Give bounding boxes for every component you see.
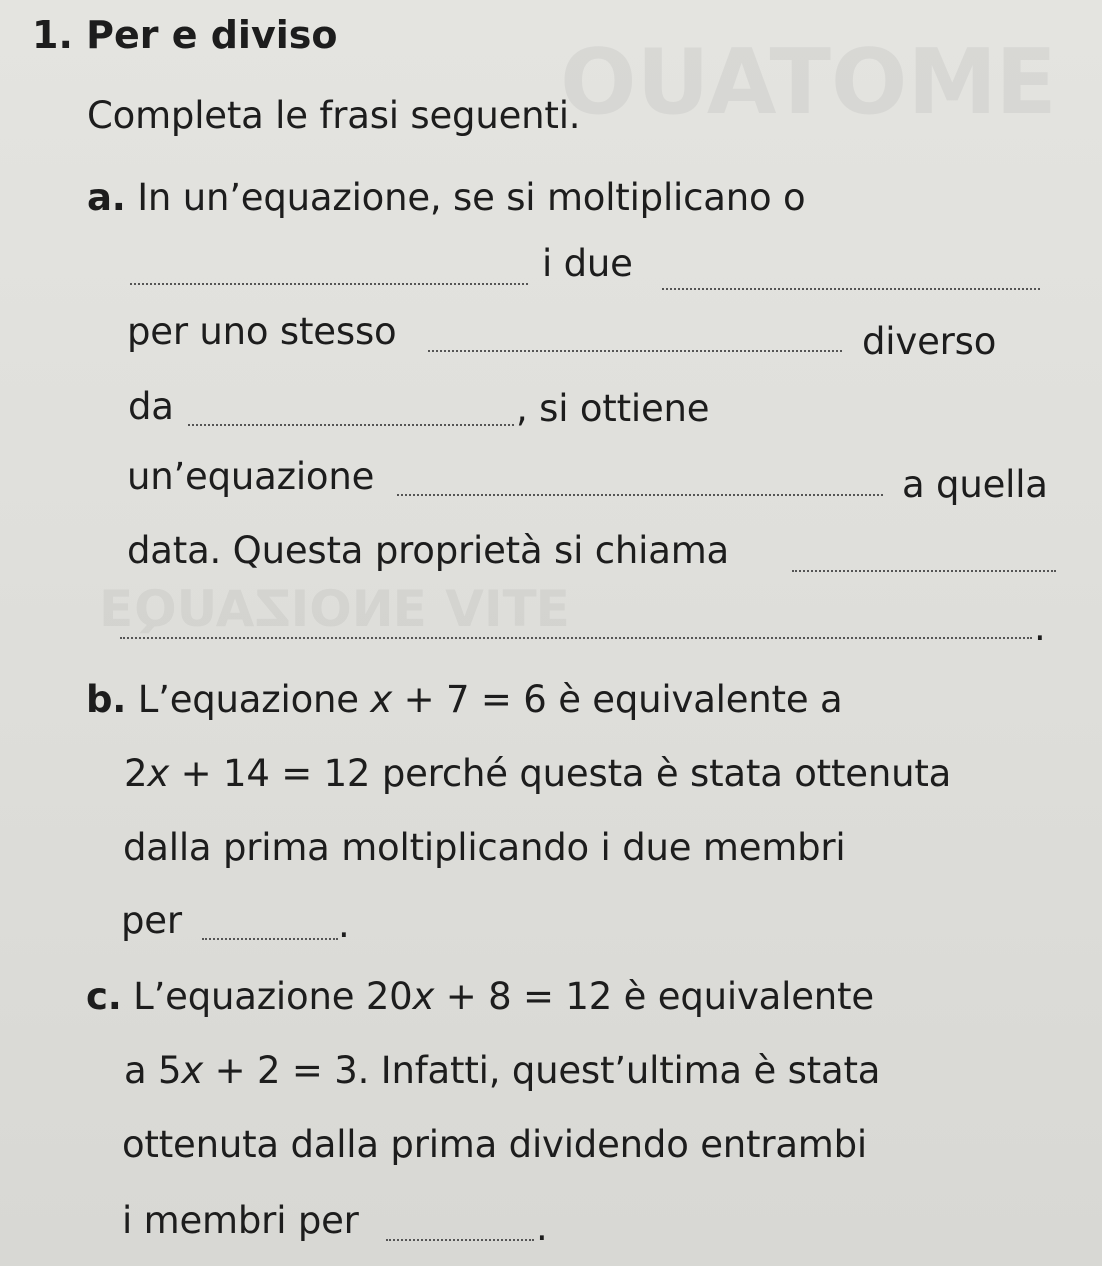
item-c-text-4b: .	[536, 1206, 548, 1249]
item-a-text-5b: a quella	[902, 463, 1048, 506]
blank-c-1[interactable]	[386, 1239, 534, 1241]
blank-a-4[interactable]	[188, 424, 514, 426]
exercise-title-text: Per e diviso	[86, 13, 338, 57]
item-b-text-3: dalla prima moltiplicando i due membri	[123, 826, 846, 869]
item-c-text-3: ottenuta dalla prima dividendo entrambi	[122, 1123, 868, 1166]
eq-rest: + 7 = 6	[403, 678, 547, 721]
exercise-title	[32, 12, 337, 58]
eq-coef: 20	[365, 975, 413, 1018]
eq-variable: x	[412, 975, 435, 1018]
blank-a-5[interactable]	[397, 494, 883, 496]
item-b-line-4b	[338, 903, 350, 947]
instruction-text: Completa le frasi seguenti.	[87, 94, 581, 137]
item-b-line-1	[86, 678, 842, 722]
item-c-label: c.	[86, 975, 122, 1018]
item-a-line-3	[127, 310, 396, 354]
item-c-line-4	[122, 1199, 359, 1243]
exercise-number: 1.	[32, 13, 73, 57]
item-b-equation-2	[124, 752, 370, 795]
item-c-text-4a: i membri per	[122, 1199, 359, 1242]
bleed-through-text: ƎMOTAUO	[560, 30, 1059, 135]
item-a-label: a.	[87, 176, 126, 219]
eq-variable: x	[370, 678, 393, 721]
item-a-line-3b	[862, 320, 996, 364]
item-c-equation-1	[366, 975, 612, 1018]
eq-variable: x	[181, 1049, 204, 1092]
item-b-equation-1	[370, 678, 546, 721]
item-a-line-7	[1034, 606, 1046, 650]
item-a-text-6: data. Questa proprietà si chiama	[127, 529, 730, 572]
item-a-text-1: In un’equazione, se si moltiplicano o	[137, 176, 806, 219]
item-a-text-4b: , si ottiene	[516, 387, 710, 430]
item-c-text-2a: a	[124, 1049, 147, 1092]
item-b-label: b.	[86, 678, 127, 721]
item-c-line-4b	[536, 1206, 548, 1250]
blank-a-6[interactable]	[792, 570, 1056, 572]
blank-a-2[interactable]	[662, 288, 1040, 290]
bleed-through-text: ƎTIV ƎNOIZAUQƎ	[100, 580, 571, 638]
item-b-text-4a: per	[121, 899, 182, 942]
eq-rest: + 2 = 3	[214, 1049, 358, 1092]
item-c-equation-2	[158, 1049, 358, 1092]
item-a-text-2: i due	[542, 242, 633, 285]
item-c-line-2	[124, 1049, 880, 1093]
blank-b-1[interactable]	[202, 938, 338, 940]
blank-a-3[interactable]	[428, 350, 842, 352]
blank-a-7[interactable]	[120, 637, 1032, 639]
item-c-text-1b: è equivalente	[623, 975, 874, 1018]
instruction	[87, 94, 580, 138]
eq-rest: + 14 = 12	[180, 752, 371, 795]
item-b-line-3	[123, 826, 845, 870]
item-a-line-4b	[516, 387, 709, 431]
item-a-line-5	[127, 455, 374, 499]
item-a-text-4a: da	[128, 385, 174, 428]
item-a-text-3b: diverso	[862, 320, 997, 363]
eq-coef: 5	[158, 1049, 182, 1092]
item-b-text-2b: perché questa è stata ottenuta	[381, 752, 952, 795]
item-a-line-6	[127, 529, 729, 573]
item-c-text-1a: L’equazione	[133, 975, 355, 1018]
item-a-line-5b	[902, 463, 1048, 507]
item-c-text-2b: . Infatti, quest’ultima è stata	[357, 1049, 881, 1092]
item-b-text-4b: .	[338, 903, 350, 946]
item-a-text-3a: per uno stesso	[127, 310, 397, 353]
item-a-text-7: .	[1034, 606, 1046, 649]
item-c-line-1	[86, 975, 874, 1019]
item-a-text-5a: un’equazione	[127, 455, 375, 498]
item-b-text-1a: L’equazione	[137, 678, 359, 721]
item-a-line-4	[128, 385, 174, 429]
item-c-line-3	[122, 1123, 867, 1167]
item-b-line-4	[121, 899, 182, 943]
item-a-line-1	[87, 176, 805, 220]
blank-a-1[interactable]	[130, 283, 528, 285]
eq-coef: 2	[124, 752, 148, 795]
eq-rest: + 8 = 12	[445, 975, 613, 1018]
item-b-text-1b: è equivalente a	[558, 678, 843, 721]
item-b-line-2	[124, 752, 951, 796]
item-a-line-2	[542, 242, 633, 286]
eq-variable: x	[147, 752, 170, 795]
